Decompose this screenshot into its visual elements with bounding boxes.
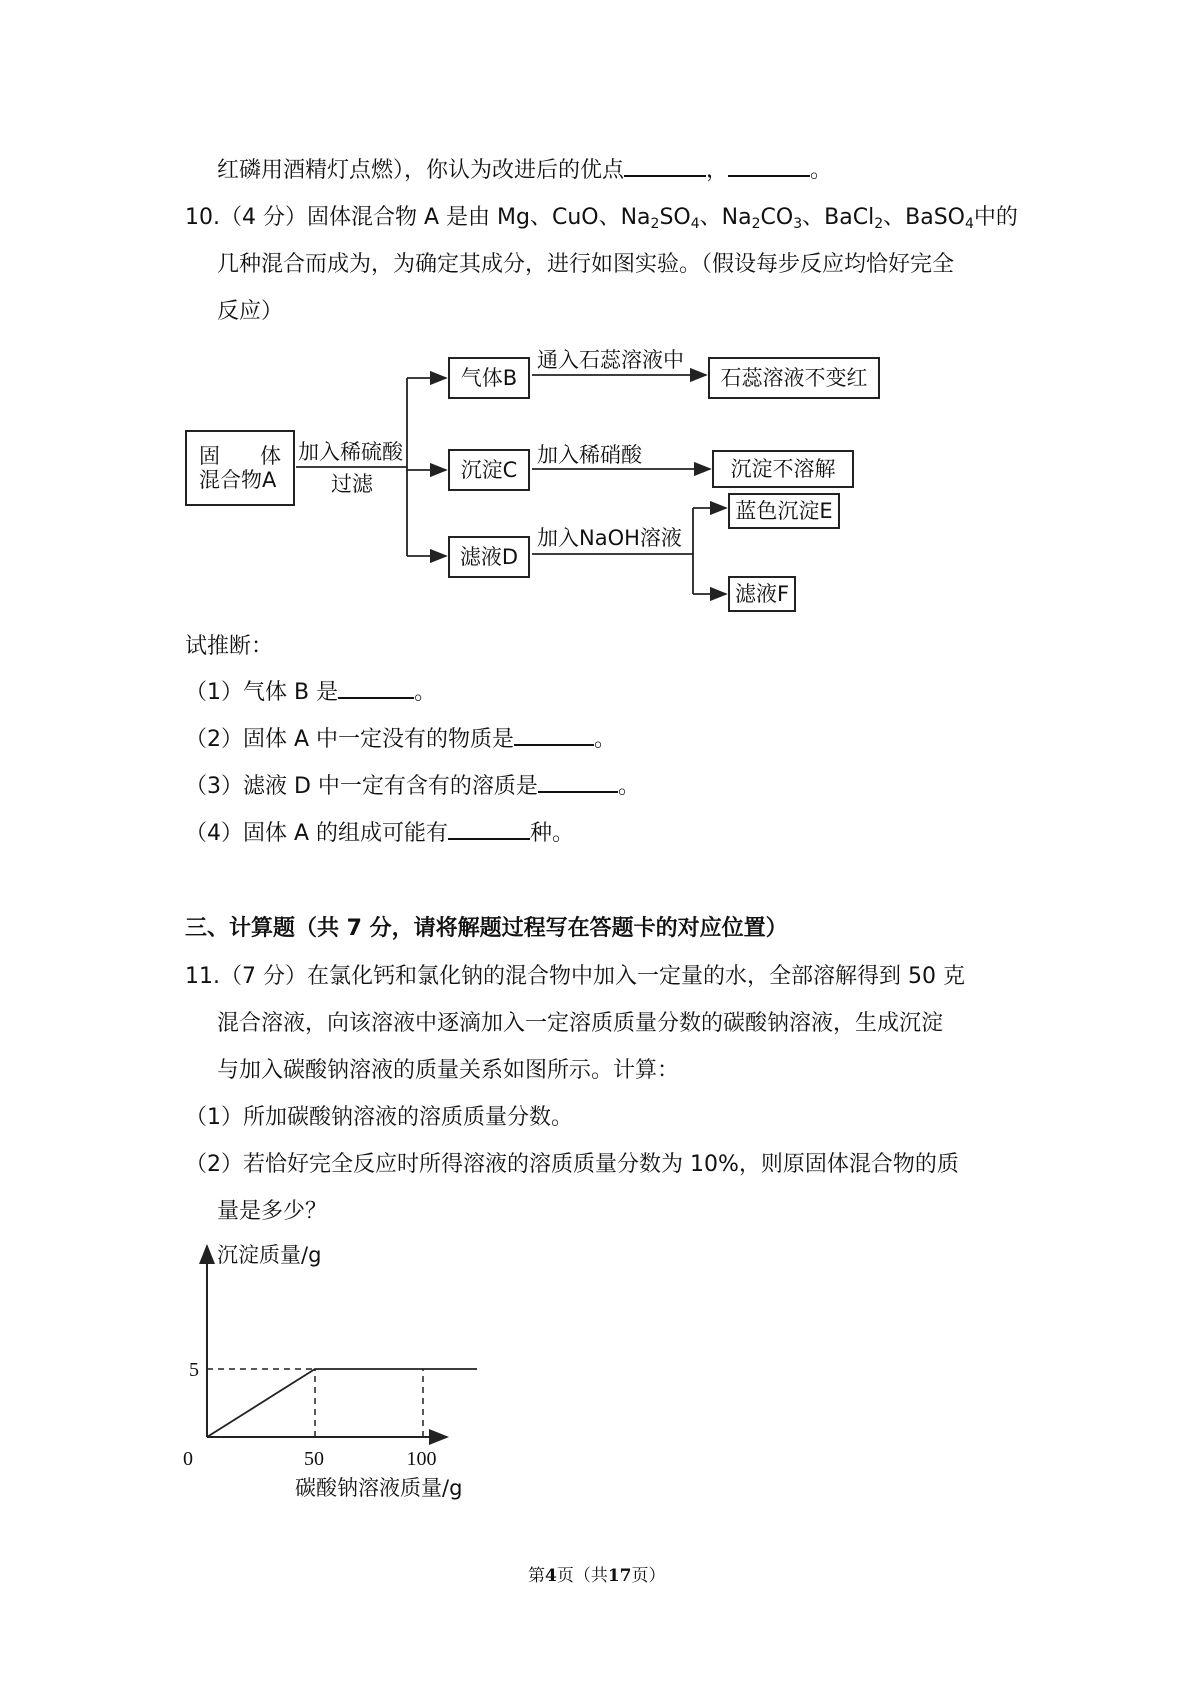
subscript: 3 [793,216,803,232]
sub-question-text: 种。 [530,821,575,846]
footer-text: 第 [528,1566,545,1586]
footer-text: 页） [631,1566,666,1586]
add-dilute-nitric-label: 加入稀硝酸 [537,443,642,467]
answer-blank[interactable] [448,820,530,840]
series-line [207,1369,477,1437]
formula-part: SO [659,205,691,230]
q11-line-2: 混合溶液，向该溶液中逐滴加入一定溶质质量分数的碳酸钠溶液，生成沉淀 [217,1011,944,1036]
answer-blank[interactable] [538,773,618,793]
formula-part: CO [760,205,794,230]
x-axis-label: 碳酸钠溶液质量/g [295,1476,463,1500]
y-axis-label: 沉淀质量/g [217,1243,322,1267]
answer-blank[interactable] [338,679,414,699]
page-number: 4 [545,1566,557,1586]
sub-question-text: （3）滤液 D 中一定有含有的溶质是 [185,774,538,799]
punct: 。 [594,727,617,752]
filtrate-d-box: 滤液D [448,536,530,578]
box-label: 体 [260,444,281,468]
q11-sub-question-2-line-1: （2）若恰好完全反应时所得溶液的溶质质量分数为 10%，则原固体混合物的质 [185,1152,959,1177]
q11-sub-question-2-line-2: 量是多少？ [217,1199,328,1224]
precipitate-insoluble-box: 沉淀不溶解 [712,450,854,488]
punct: 。 [810,158,833,183]
add-naoh-label: 加入NaOH溶液 [537,526,682,550]
filtrate-f-box: 滤液F [728,576,796,612]
q11-line-3: 与加入碳酸钠溶液的质量关系如图所示。计算： [217,1058,680,1083]
add-dilute-sulfuric-label: 加入稀硫酸 [298,440,403,464]
box-label: 混合物A [199,468,277,492]
y-tick-label: 5 [189,1359,199,1381]
q11-line-1 [185,962,965,992]
q10-line-3: 反应） [217,299,284,324]
punct: 。 [617,774,640,799]
gas-b-box: 气体B [448,357,530,399]
q10-sub-question-3 [185,772,640,802]
subscript: 2 [650,216,660,232]
q10-sub-question-2 [185,725,616,755]
footer-text: 页（共 [556,1566,608,1586]
q10-sub-question-1 [185,678,436,708]
answer-blank[interactable] [514,726,594,746]
subscript: 2 [751,216,761,232]
subscript: 4 [965,216,974,232]
page-total: 17 [607,1566,632,1586]
punct: ， [706,158,729,183]
blue-precipitate-e-box: 蓝色沉淀E [728,493,840,529]
subscript: 4 [690,216,700,232]
q10-line-2: 几种混合而成为，为确定其成分，进行如图实验。（假设每步反应均恰好完全 [217,252,955,277]
formula-part: 、Na [699,205,752,230]
sub-question-text: （1）气体 B 是 [185,680,339,705]
x-tick-label: 100 [406,1448,437,1470]
precipitate-mass-chart [180,1240,500,1510]
q11-text: （7 分）在氯化钙和氯化钠的混合物中加入一定量的水，全部溶解得到 50 克 [220,964,965,989]
q10-intro: 固体混合物 A 是由 Mg、CuO、Na [307,205,651,230]
q9-tail-text: 红磷用酒精灯点燃），你认为改进后的优点 [217,158,625,183]
litmus-result-box: 石蕊溶液不变红 [708,357,880,399]
q11-sub-question-1: （1）所加碳酸钠溶液的溶质质量分数。 [185,1105,573,1130]
filter-label: 过滤 [331,472,373,496]
q10-sub-question-4 [185,819,574,849]
section-3-title: 三、计算题（共 7 分，请将解题过程写在答题卡的对应位置） [185,916,788,941]
x-tick-label: 0 [183,1448,193,1470]
x-tick-label: 50 [304,1448,324,1470]
question-number: 11. [185,964,220,989]
question-score: （4 分） [220,205,307,230]
page-footer [528,1564,666,1588]
q10-intro-end: 中的 [973,205,1018,230]
question-number: 10. [185,205,220,230]
precipitate-c-box: 沉淀C [448,449,530,491]
subscript: 2 [874,216,884,232]
pass-into-litmus-label: 通入石蕊溶液中 [537,348,684,372]
sub-question-text: （4）固体 A 的组成可能有 [185,821,449,846]
punct: 。 [414,680,437,705]
infer-label: 试推断： [185,634,274,659]
box-label: 固 [199,444,220,468]
solid-mixture-a-box [185,430,295,506]
formula-part: 、BaCl [802,205,875,230]
sub-question-text: （2）固体 A 中一定没有的物质是 [185,727,515,752]
formula-part: 、BaSO [883,205,965,230]
